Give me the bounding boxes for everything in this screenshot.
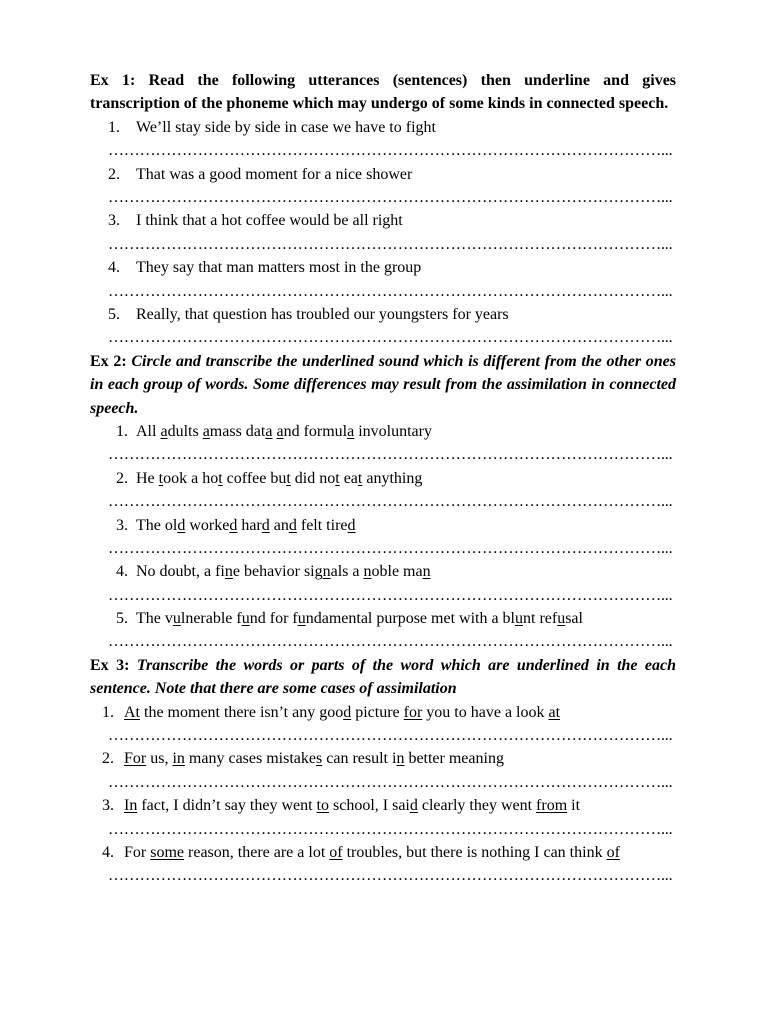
text-segment: nt ref: [523, 610, 558, 628]
underlined-segment: a: [347, 422, 355, 440]
item-number: 1.: [108, 118, 120, 136]
underlined-segment: d: [409, 797, 418, 815]
answer-line[interactable]: ……………………………………………………………………………………………...: [108, 820, 673, 838]
underlined-segment: t: [357, 469, 363, 487]
underlined-segment: for: [403, 703, 423, 721]
underlined-segment: some: [150, 844, 185, 861]
sentence-text: [136, 256, 421, 279]
text-segment: He: [136, 469, 159, 487]
exercise-1: [90, 69, 676, 350]
sentence-line: [90, 701, 676, 724]
text-segment: worke: [185, 516, 230, 534]
list-item: [90, 420, 676, 467]
answer-line[interactable]: ……………………………………………………………………………………………...: [108, 539, 673, 557]
exercise-1-instruction: Read the following utterances (sentences) then underline and gives transcription of the phoneme which may undergo of some kinds in connected speech.: [90, 72, 677, 113]
sentence-line: [90, 467, 676, 490]
sentence-line: [90, 209, 676, 232]
item-number: 2.: [102, 750, 114, 768]
list-item: [90, 607, 676, 654]
underlined-segment: a: [202, 422, 210, 440]
sentence-line: [90, 841, 676, 864]
answer-line[interactable]: ……………………………………………………………………………………………...: [108, 235, 673, 253]
underlined-segment: to: [316, 797, 329, 815]
exercise-3-heading: [90, 654, 676, 701]
underlined-segment: t: [335, 469, 340, 487]
sentence-line: [90, 256, 676, 279]
text-segment: For: [124, 844, 151, 861]
answer-line[interactable]: ……………………………………………………………………………………………...: [108, 329, 673, 347]
text-segment: ook a ho: [163, 469, 219, 487]
text-segment: better meaning: [404, 750, 504, 768]
text-segment: har: [237, 516, 262, 534]
text-segment: clearly they went: [417, 797, 537, 815]
text-segment: an: [269, 516, 289, 534]
answer-line[interactable]: ……………………………………………………………………………………………...: [108, 142, 673, 160]
text-segment: troubles, but there is nothing I can think: [342, 844, 607, 861]
exercise-1-heading: [90, 69, 676, 116]
underlined-segment: u: [297, 610, 306, 628]
exercise-2-label: Ex 2:: [90, 352, 127, 370]
exercise-1-label: Ex 1:: [90, 72, 136, 89]
list-item: [90, 841, 676, 888]
sentence-text: [136, 303, 509, 326]
exercise-2-items: [90, 420, 676, 654]
item-number: 3.: [108, 212, 120, 230]
sentence-text: [136, 163, 412, 186]
underlined-segment: d: [261, 516, 270, 534]
text-segment: reason, there are a lot: [184, 844, 330, 861]
underlined-segment: d: [288, 516, 297, 534]
text-segment: The ol: [136, 516, 178, 534]
text-segment: They say that man matters most in the group: [136, 259, 422, 277]
answer-line[interactable]: ……………………………………………………………………………………………...: [108, 282, 673, 300]
underlined-segment: in: [172, 750, 185, 768]
answer-line[interactable]: ……………………………………………………………………………………………...: [108, 633, 673, 651]
underlined-segment: a: [160, 422, 168, 440]
answer-line[interactable]: ……………………………………………………………………………………………...: [108, 867, 673, 885]
text-segment: I think that a hot coffee would be all right: [136, 212, 403, 230]
list-item: [90, 256, 676, 303]
item-number: 3.: [116, 516, 128, 534]
text-segment: school, I sai: [329, 797, 410, 815]
list-item: [90, 116, 676, 163]
list-item: [90, 560, 676, 607]
underlined-segment: u: [172, 610, 181, 628]
text-segment: coffee bu: [222, 469, 287, 487]
text-segment: fact, I didn’t say they went: [137, 797, 317, 815]
sentence-text: [124, 701, 560, 724]
sentence-text: [136, 560, 431, 583]
exercise-2-instruction: Circle and transcribe the underlined sound which is different from the other ones in each group of words. Some differences may result from the assimilation in connected speech.: [90, 352, 677, 417]
item-number: 1.: [102, 703, 114, 721]
exercise-3: [90, 654, 676, 888]
underlined-segment: In: [124, 797, 138, 815]
answer-line[interactable]: ……………………………………………………………………………………………...: [108, 586, 673, 604]
sentence-text: [136, 607, 583, 630]
sentence-text: [136, 116, 436, 139]
sentence-text: [124, 794, 580, 817]
exercise-3-label: Ex 3:: [90, 656, 130, 674]
underlined-segment: n: [363, 563, 372, 581]
text-segment: All: [136, 422, 161, 440]
text-segment: ndamental purpose met with a bl: [305, 610, 515, 628]
underlined-segment: d: [343, 703, 352, 721]
underlined-segment: u: [515, 610, 523, 628]
list-item: [90, 747, 676, 794]
sentence-text: [136, 420, 432, 443]
sentence-line: [90, 607, 676, 630]
text-segment: ea: [339, 469, 358, 487]
underlined-segment: At: [124, 703, 140, 721]
underlined-segment: n: [322, 563, 331, 581]
text-segment: dults: [167, 422, 203, 440]
exercise-3-instruction: Transcribe the words or parts of the word which are underlined in the each sentence. Note that there are some cases of assimilation: [90, 656, 677, 698]
underlined-segment: of: [606, 844, 620, 861]
text-segment: e behavior sig: [232, 563, 323, 581]
underlined-segment: n: [422, 563, 431, 581]
sentence-line: [90, 560, 676, 583]
sentence-line: [90, 116, 676, 139]
list-item: [90, 303, 676, 350]
text-segment: oble ma: [371, 563, 423, 581]
exercise-2: [90, 350, 676, 654]
text-segment: can result i: [322, 750, 397, 768]
text-segment: picture: [351, 703, 404, 721]
underlined-segment: from: [536, 797, 568, 815]
answer-line[interactable]: ……………………………………………………………………………………………...: [108, 188, 673, 206]
underlined-segment: u: [557, 610, 566, 628]
sentence-line: [90, 514, 676, 537]
sentence-line: [90, 163, 676, 186]
underlined-segment: u: [241, 610, 250, 628]
text-segment: The v: [136, 610, 173, 628]
sentence-line: [90, 794, 676, 817]
text-segment: Really, that question has troubled our youngsters for years: [136, 305, 509, 323]
sentence-line: [90, 303, 676, 326]
item-number: 4.: [102, 844, 114, 861]
sentence-text: [136, 514, 356, 537]
text-segment: felt tire: [296, 516, 348, 534]
list-item: [90, 701, 676, 748]
list-item: [90, 163, 676, 210]
underlined-segment: d: [177, 516, 186, 534]
item-number: 2.: [108, 165, 120, 183]
underlined-segment: For: [124, 750, 147, 768]
underlined-segment: t: [286, 469, 291, 487]
sentence-text: [136, 467, 422, 490]
text-segment: involuntary: [354, 422, 432, 440]
list-item: [90, 794, 676, 841]
underlined-segment: of: [329, 844, 343, 861]
underlined-segment: d: [347, 516, 356, 534]
underlined-segment: a: [265, 422, 273, 440]
item-number: 4.: [108, 259, 120, 277]
exercise-3-items: [90, 701, 676, 888]
text-segment: lnerable f: [180, 610, 242, 628]
exercise-1-items: [90, 116, 676, 350]
underlined-segment: t: [158, 469, 164, 487]
underlined-segment: n: [224, 563, 233, 581]
text-segment: you to have a look: [422, 703, 549, 721]
text-segment: it: [567, 797, 581, 815]
exercise-2-heading: [90, 350, 676, 420]
sentence-text: [124, 841, 620, 864]
worksheet: [90, 69, 676, 888]
item-number: 4.: [116, 563, 128, 581]
item-number: 1.: [116, 422, 128, 440]
text-segment: nd formul: [283, 422, 348, 440]
text-segment: mass dat: [209, 422, 266, 440]
answer-line[interactable]: ……………………………………………………………………………………………...: [108, 773, 673, 791]
text-segment: many cases mistake: [184, 750, 316, 768]
text-segment: nd for f: [249, 610, 298, 628]
item-number: 2.: [116, 469, 128, 487]
text-segment: That was a good moment for a nice shower: [136, 165, 413, 183]
text-segment: the moment there isn’t any goo: [140, 703, 344, 721]
text-segment: anything: [362, 469, 423, 487]
sentence-text: [136, 209, 403, 232]
text-segment: No doubt, a fi: [136, 563, 225, 581]
sentence-text: [124, 747, 504, 770]
list-item: [90, 209, 676, 256]
answer-line[interactable]: ……………………………………………………………………………………………...: [108, 446, 673, 464]
text-segment: als a: [330, 563, 364, 581]
list-item: [90, 467, 676, 514]
underlined-segment: s: [316, 750, 323, 768]
text-segment: sal: [565, 610, 583, 628]
item-number: 5.: [116, 610, 128, 628]
text-segment: did no: [290, 469, 336, 487]
text-segment: us,: [146, 750, 173, 768]
item-number: 5.: [108, 305, 120, 323]
text-segment: We’ll stay side by side in case we have to fight: [136, 118, 436, 136]
sentence-line: [90, 420, 676, 443]
answer-line[interactable]: ……………………………………………………………………………………………...: [108, 493, 673, 511]
underlined-segment: d: [229, 516, 238, 534]
underlined-segment: at: [548, 703, 561, 721]
underlined-segment: t: [218, 469, 223, 487]
answer-line[interactable]: ……………………………………………………………………………………………...: [108, 727, 673, 745]
list-item: [90, 514, 676, 561]
item-number: 3.: [102, 797, 114, 815]
underlined-segment: n: [396, 750, 405, 768]
sentence-line: [90, 747, 676, 770]
underlined-segment: a: [276, 422, 284, 440]
